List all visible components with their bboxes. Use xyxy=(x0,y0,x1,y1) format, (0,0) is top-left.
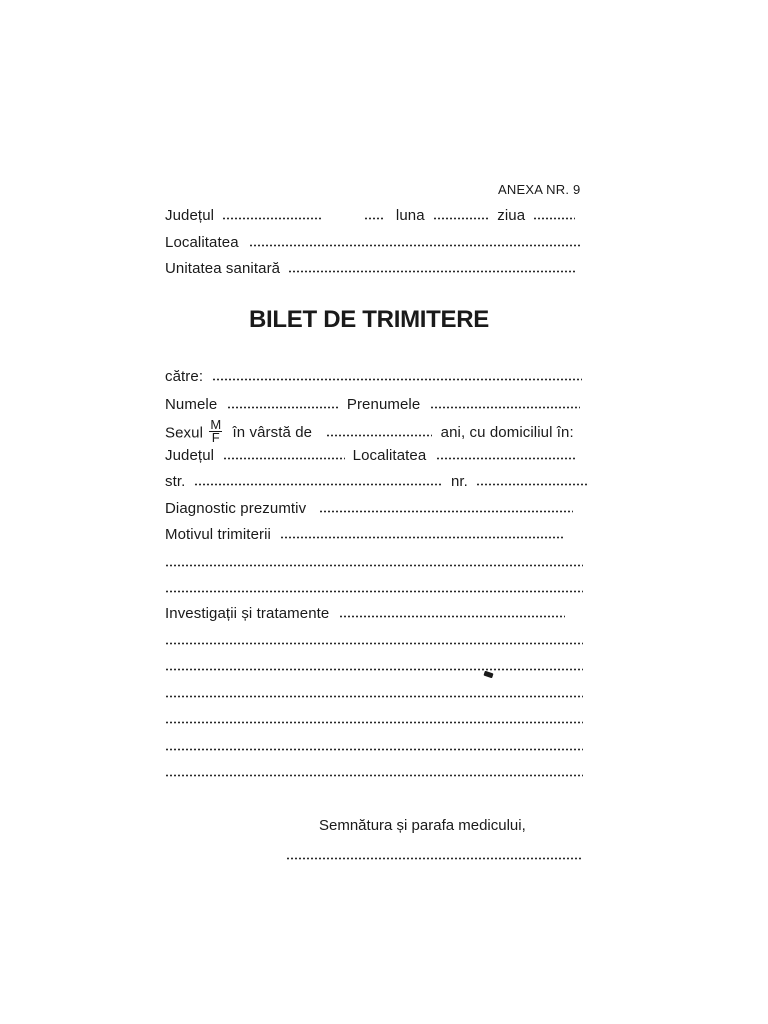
motiv-extra-line[interactable] xyxy=(165,553,583,572)
judet2-field[interactable] xyxy=(223,446,345,460)
unitate-field[interactable] xyxy=(288,259,576,273)
ani-label: ani, cu domiciliul în: xyxy=(440,424,574,442)
motiv-label: Motivul trimiterii xyxy=(165,526,271,543)
ziua-field[interactable] xyxy=(533,206,575,220)
row-catre xyxy=(165,367,582,386)
sex-f-option[interactable]: F xyxy=(211,430,220,445)
header-row-judet xyxy=(165,206,575,225)
motiv-field-line-2[interactable] xyxy=(165,553,583,567)
investigatii-field-line-6[interactable] xyxy=(165,737,583,751)
row-diagnostic xyxy=(165,499,573,518)
judet-field-extra[interactable] xyxy=(364,206,384,220)
varsta-field[interactable] xyxy=(326,423,432,437)
investigatii-extra-line[interactable] xyxy=(165,763,583,782)
signature-field[interactable] xyxy=(286,846,583,860)
signature-row xyxy=(286,846,583,865)
catre-field[interactable] xyxy=(212,367,582,381)
localitate-label: Localitatea xyxy=(165,234,239,251)
localitate2-field[interactable] xyxy=(436,446,576,460)
investigatii-field-line-2[interactable] xyxy=(165,631,583,645)
localitate2-label: Localitatea xyxy=(352,447,427,464)
nr-field[interactable] xyxy=(476,472,588,486)
signature-label: Semnătura și parafa medicului, xyxy=(319,817,526,834)
annex-number: ANEXA NR. 9 xyxy=(498,182,581,197)
form-title: BILET DE TRIMITERE xyxy=(249,306,489,333)
luna-label: luna xyxy=(395,207,425,224)
motiv-field-line-3[interactable] xyxy=(165,579,583,593)
investigatii-field[interactable] xyxy=(339,604,565,618)
motiv-field[interactable] xyxy=(280,525,564,539)
unitate-label: Unitatea sanitară xyxy=(165,260,281,277)
row-investigatii xyxy=(165,604,565,623)
header-row-unitate xyxy=(165,259,576,278)
row-motiv xyxy=(165,525,564,544)
varsta-label: în vârstă de xyxy=(232,424,313,442)
localitate-field[interactable] xyxy=(249,233,581,247)
investigatii-extra-line[interactable] xyxy=(165,684,583,703)
investigatii-field-line-4[interactable] xyxy=(165,684,583,698)
prenume-field[interactable] xyxy=(430,395,580,409)
judet-label: Județul xyxy=(165,207,215,224)
str-label: str. xyxy=(165,473,186,490)
row-str-nr xyxy=(165,472,588,491)
catre-label: către: xyxy=(165,368,204,385)
sex-m-option[interactable]: M xyxy=(210,417,222,432)
nume-field[interactable] xyxy=(227,395,339,409)
investigatii-extra-line[interactable] xyxy=(165,737,583,756)
investigatii-field-line-5[interactable] xyxy=(165,710,583,724)
luna-field[interactable] xyxy=(433,206,490,220)
investigatii-field-line-3[interactable] xyxy=(165,657,583,671)
diagnostic-field[interactable] xyxy=(319,499,573,513)
investigatii-extra-line[interactable] xyxy=(165,657,583,676)
row-nume xyxy=(165,395,580,414)
investigatii-extra-line[interactable] xyxy=(165,631,583,650)
judet-field[interactable] xyxy=(222,206,322,220)
sex-label: Sexul xyxy=(165,424,204,442)
sex-choice[interactable] xyxy=(209,419,222,444)
investigatii-field-line-7[interactable] xyxy=(165,763,583,777)
prenume-label: Prenumele xyxy=(346,396,421,413)
row-judet-localitate xyxy=(165,446,576,465)
ziua-label: ziua xyxy=(497,207,526,224)
nume-label: Numele xyxy=(165,396,218,413)
header-row-localitate xyxy=(165,233,581,252)
nr-label: nr. xyxy=(450,473,468,490)
str-field[interactable] xyxy=(194,472,442,486)
investigatii-label: Investigații și tratamente xyxy=(165,605,330,622)
diagnostic-label: Diagnostic prezumtiv xyxy=(165,500,307,517)
judet2-label: Județul xyxy=(165,447,215,464)
investigatii-extra-line[interactable] xyxy=(165,710,583,729)
row-sex xyxy=(165,417,574,446)
motiv-extra-line[interactable] xyxy=(165,579,583,598)
